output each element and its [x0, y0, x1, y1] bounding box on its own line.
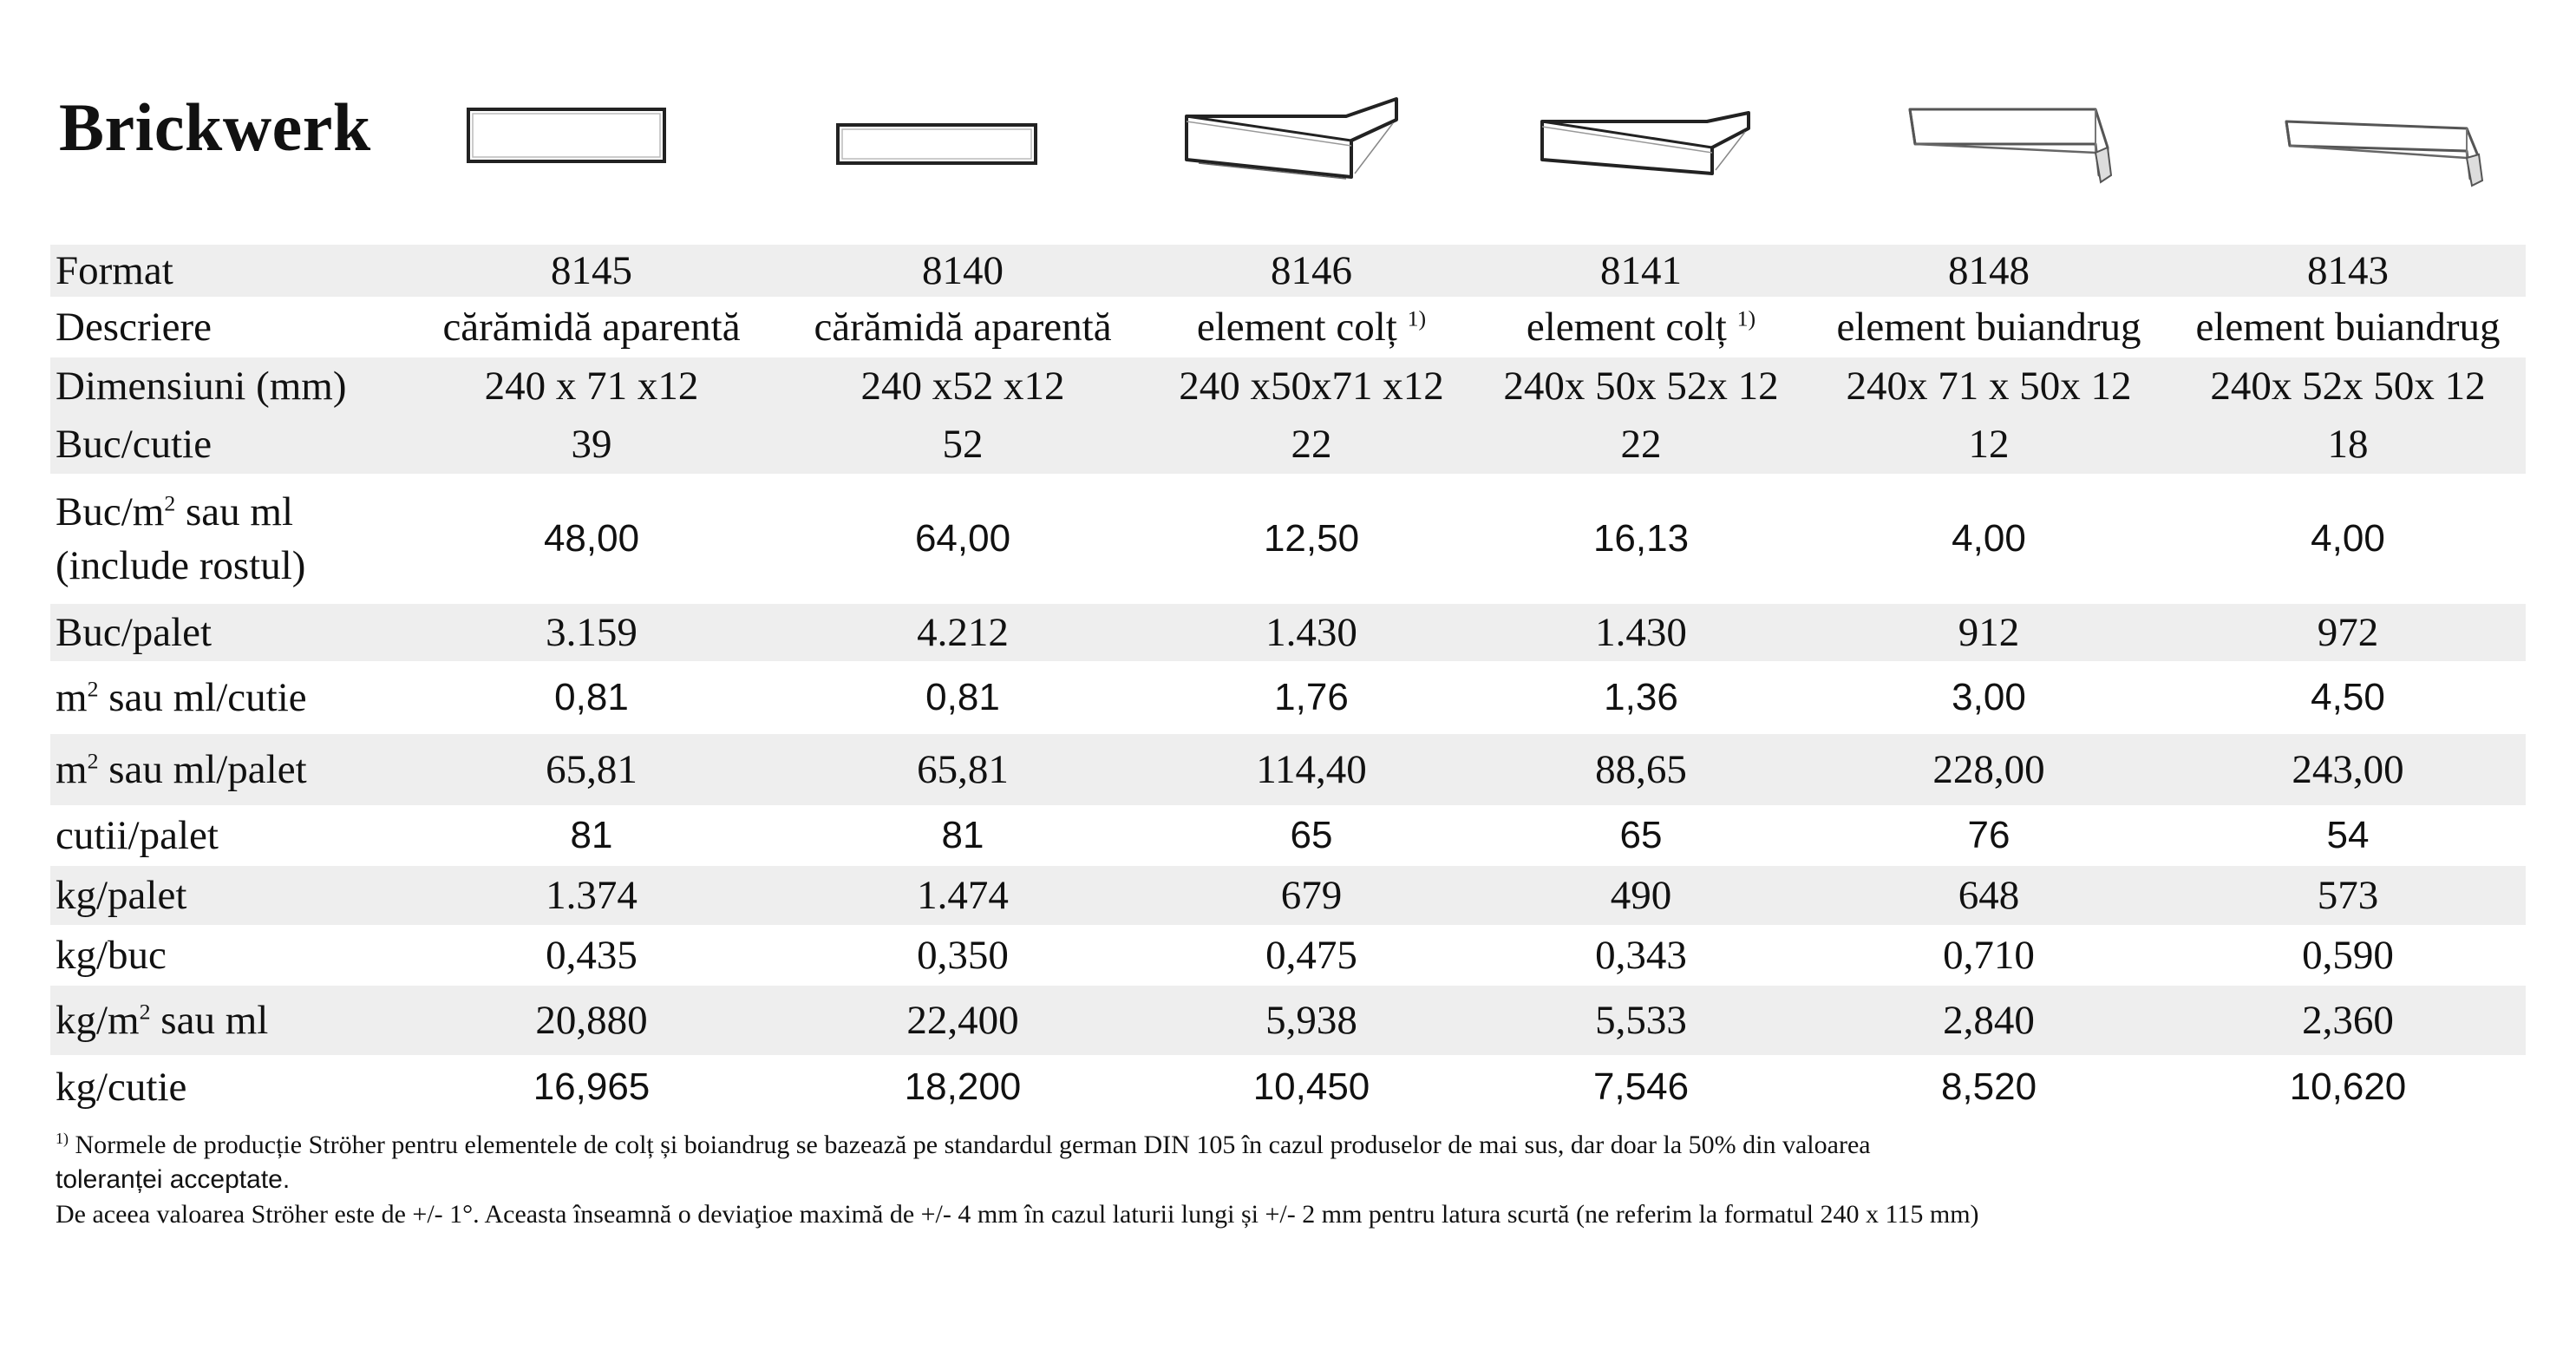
- cell-kg-cutie: 18,200: [904, 1065, 1022, 1108]
- cell-dimensiuni: 240 x 71 x12: [406, 357, 777, 415]
- cell-cutii-palet: 65: [1290, 814, 1333, 856]
- cell-dimensiuni: 240 x50x71 x12: [1148, 357, 1474, 415]
- cell-format: 8140: [777, 245, 1148, 297]
- cell-cutii-palet: 76: [1967, 814, 2010, 856]
- cell-kg-buc: 0,350: [917, 933, 1009, 978]
- cell-buc-cutie: 52: [777, 415, 1148, 474]
- cell-kg-m2: 5,938: [1148, 986, 1474, 1055]
- cell-cutii-palet: 54: [2326, 814, 2370, 856]
- row-buc-cutie: [50, 415, 2526, 474]
- footnotes: [56, 1128, 2536, 1232]
- brick-thin-stretcher-icon: [834, 121, 1041, 168]
- cell-kg-buc: 0,343: [1595, 933, 1687, 978]
- cell-dimensiuni: 240 x52 x12: [777, 357, 1148, 415]
- cell-buc-m2: 4,00: [2311, 517, 2385, 560]
- cell-descriere: element buiandrug: [1836, 305, 2141, 350]
- label-buc-m2: Buc/$m^2$ sau ml (include rostul): [56, 489, 306, 588]
- page-title: Brickwerk: [59, 89, 371, 165]
- cell-kg-m2: 22,400: [777, 986, 1148, 1055]
- cell-format: 8146: [1148, 245, 1474, 297]
- footnote-ref: 1): [1407, 305, 1427, 331]
- cell-m2-palet: 88,65: [1474, 734, 1808, 805]
- cell-m2-palet: 65,81: [777, 734, 1148, 805]
- lintel-element-icon: [1903, 102, 2122, 189]
- cell-format: 8143: [2170, 245, 2526, 297]
- cell-kg-cutie: 10,450: [1252, 1065, 1370, 1108]
- row-m2-palet: [50, 734, 2526, 805]
- cell-m2-cutie: 3,00: [1952, 676, 2026, 718]
- footnote-line-1: $^{1)}$ Normele de producție Ströher pentru elementele de colț și boiandrug se bazează pe standardul german DIN 105 în cazul produselor de mai sus, dar doar la 50% din valoarea: [56, 1130, 1871, 1159]
- row-cutii-palet: [50, 805, 2526, 866]
- label-format: Format: [50, 245, 406, 297]
- row-kg-m2: [50, 986, 2526, 1055]
- cell-kg-palet: 1.474: [777, 866, 1148, 925]
- label-kg-m2: $kg/m^2$ sau ml: [50, 986, 406, 1055]
- cell-buc-m2: 16,13: [1592, 517, 1690, 560]
- label-dimensiuni: Dimensiuni (mm): [50, 357, 406, 415]
- cell-buc-m2: 64,00: [914, 517, 1011, 560]
- cell-buc-palet: 1.430: [1474, 604, 1808, 661]
- cell-kg-cutie: 7,546: [1592, 1065, 1690, 1108]
- cell-descriere: cărămidă aparentă: [442, 305, 741, 350]
- footnote-line-2: toleranței acceptate.: [56, 1165, 291, 1194]
- cell-kg-buc: 0,710: [1943, 933, 2035, 978]
- cell-m2-cutie: 4,50: [2311, 676, 2385, 718]
- cell-kg-cutie: 10,620: [2289, 1065, 2407, 1108]
- cell-buc-m2: 48,00: [543, 517, 640, 560]
- cell-descriere: element colț $^{1)}$: [1526, 305, 1756, 350]
- cell-format: 8145: [406, 245, 777, 297]
- cell-descriere: cărămidă aparentă: [814, 305, 1112, 350]
- label-kg-buc: kg/buc: [56, 933, 167, 978]
- cell-m2-cutie: 1,36: [1604, 676, 1678, 718]
- cell-kg-buc: 0,435: [546, 933, 637, 978]
- cell-dimensiuni: 240x 50x 52x 12: [1474, 357, 1808, 415]
- cell-m2-palet: 65,81: [406, 734, 777, 805]
- cell-kg-m2: 2,840: [1808, 986, 2170, 1055]
- cell-buc-palet: 3.159: [406, 604, 777, 661]
- cell-kg-m2: 5,533: [1474, 986, 1808, 1055]
- label-kg-palet: kg/palet: [50, 866, 406, 925]
- cell-kg-buc: 0,475: [1265, 933, 1357, 978]
- cell-cutii-palet: 81: [941, 814, 984, 856]
- cell-buc-palet: 4.212: [777, 604, 1148, 661]
- cell-cutii-palet: 81: [570, 814, 613, 856]
- cell-dimensiuni: 240x 52x 50x 12: [2170, 357, 2526, 415]
- cell-format: 8141: [1474, 245, 1808, 297]
- cell-buc-cutie: 22: [1148, 415, 1474, 474]
- label-buc-palet: Buc/palet: [50, 604, 406, 661]
- row-descriere: [50, 297, 2526, 357]
- label-buc-cutie: Buc/cutie: [50, 415, 406, 474]
- cell-m2-palet: 228,00: [1808, 734, 2170, 805]
- lintel-element-thin-icon: [2278, 113, 2493, 191]
- cell-m2-cutie: 0,81: [554, 676, 629, 718]
- row-kg-palet: [50, 866, 2526, 925]
- cell-cutii-palet: 65: [1619, 814, 1663, 856]
- cell-buc-cutie: 22: [1474, 415, 1808, 474]
- cell-buc-cutie: 18: [2170, 415, 2526, 474]
- label-cutii-palet: cutii/palet: [56, 813, 219, 858]
- cell-descriere: element buiandrug: [2195, 305, 2501, 350]
- cell-kg-buc: 0,590: [2302, 933, 2394, 978]
- label-kg-cutie: kg/cutie: [56, 1065, 187, 1110]
- cell-kg-palet: 679: [1148, 866, 1474, 925]
- cell-descriere: element colț $^{1)}$: [1196, 305, 1427, 350]
- row-buc-m2: [50, 474, 2526, 604]
- cell-kg-palet: 648: [1808, 866, 2170, 925]
- spec-table: [50, 245, 2526, 1119]
- row-kg-cutie: [50, 1055, 2526, 1119]
- row-m2-cutie: [50, 661, 2526, 734]
- row-format: [50, 245, 2526, 297]
- label-m2-cutie: $m^2$ sau ml/cutie: [56, 675, 307, 720]
- cell-kg-palet: 573: [2170, 866, 2526, 925]
- cell-buc-m2: 4,00: [1952, 517, 2026, 560]
- cell-kg-m2: 2,360: [2170, 986, 2526, 1055]
- cell-buc-cutie: 39: [406, 415, 777, 474]
- brick-stretcher-icon: [465, 106, 670, 167]
- cell-buc-palet: 1.430: [1148, 604, 1474, 661]
- cell-buc-palet: 972: [2170, 604, 2526, 661]
- cell-m2-palet: 243,00: [2170, 734, 2526, 805]
- label-m2-palet: $m^2$ sau ml/palet: [50, 734, 406, 805]
- footnote-line-3: De aceea valoarea Ströher este de +/- 1°. Aceasta înseamnă o deviaţioe maximă de +/- 4 mm în cazul laturii lungi și +/- 2 mm pentru latura scurtă (ne referim la formatul 240 x 115 mm): [56, 1200, 1979, 1229]
- row-buc-palet: [50, 604, 2526, 661]
- cell-m2-cutie: 0,81: [925, 676, 1000, 718]
- cell-m2-palet: 114,40: [1148, 734, 1474, 805]
- footnote-ref: 1): [1736, 305, 1756, 331]
- cell-m2-cutie: 1,76: [1274, 676, 1349, 718]
- cell-kg-palet: 490: [1474, 866, 1808, 925]
- corner-element-thin-icon: [1537, 109, 1759, 179]
- row-dimensiuni: [50, 357, 2526, 415]
- cell-kg-palet: 1.374: [406, 866, 777, 925]
- cell-kg-cutie: 16,965: [533, 1065, 651, 1108]
- cell-format: 8148: [1808, 245, 2170, 297]
- cell-dimensiuni: 240x 71 x 50x 12: [1808, 357, 2170, 415]
- label-descriere: Descriere: [56, 305, 212, 350]
- cell-kg-cutie: 8,520: [1940, 1065, 2037, 1108]
- row-kg-buc: [50, 925, 2526, 986]
- cell-kg-m2: 20,880: [406, 986, 777, 1055]
- corner-element-icon: [1181, 94, 1407, 186]
- cell-buc-cutie: 12: [1808, 415, 2170, 474]
- cell-buc-palet: 912: [1808, 604, 2170, 661]
- cell-buc-m2: 12,50: [1263, 517, 1360, 560]
